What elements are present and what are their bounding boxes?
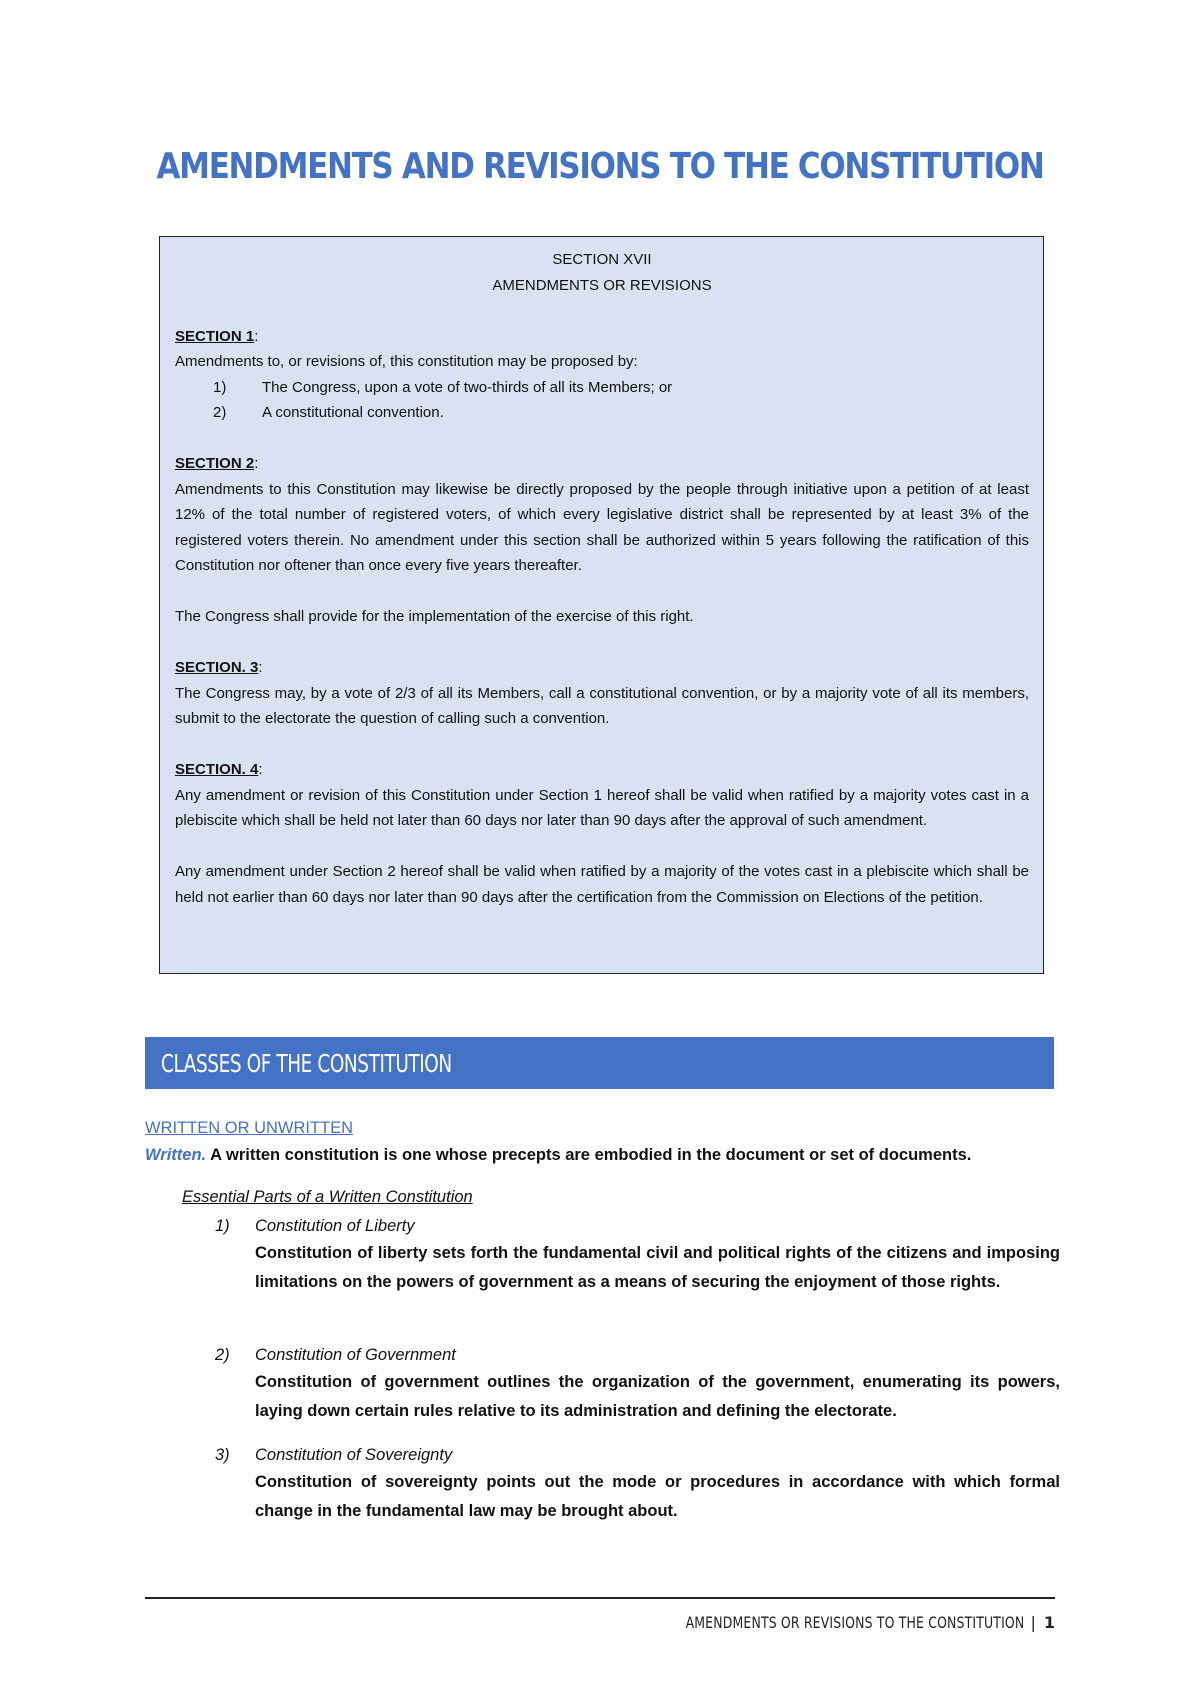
list-item [175, 375, 1029, 401]
written-definition-text: A written constitution is one whose precepts are embodied in the document or set of documents. [210, 1146, 972, 1164]
part-title-row [215, 1217, 1060, 1236]
section3-paragraph1: The Congress may, by a vote of 2/3 of all its Members, call a constitutional convention, or by a majority vote of all its members, submit to the electorate the question of calling such a convention. [175, 684, 1029, 727]
part-number: 3) [215, 1446, 230, 1464]
section1-label: SECTION 1 [175, 327, 255, 345]
part-title: Constitution of Liberty [255, 1217, 415, 1235]
section3-heading [175, 655, 1029, 681]
section4-paragraph1: Any amendment or revision of this Constitution under Section 1 hereof shall be valid when ratified by a majority votes cast in a plebiscite which shall be held not later than 60 days nor later than 90 days after the approval of such amendment. [175, 786, 1029, 829]
written-or-unwritten-heading: WRITTEN OR UNWRITTEN [145, 1119, 354, 1137]
section4-heading [175, 757, 1029, 783]
list-number: 2) [213, 404, 227, 421]
section4-paragraph2: Any amendment under Section 2 hereof shall be valid when ratified by a majority of the votes cast in a plebiscite which shall be held not earlier than 60 days nor later than 90 days after the certification from the Commission on Elections of the petition. [175, 863, 1029, 906]
written-definition [145, 1146, 1065, 1165]
section1-intro: Amendments to, or revisions of, this constitution may be proposed by: [175, 353, 638, 370]
section-xvii-box [159, 236, 1044, 974]
footer-divider [145, 1597, 1055, 1599]
section2-colon: : [254, 455, 259, 472]
list-item [215, 1217, 1060, 1296]
part-number: 1) [215, 1217, 230, 1235]
page-title: AMENDMENTS AND REVISIONS TO THE CONSTITUTION [156, 146, 1044, 187]
list-text: The Congress, upon a vote of two-thirds of all its Members; or [262, 378, 673, 396]
section1-colon: : [254, 327, 259, 345]
box-heading-line1: SECTION XVII [552, 251, 652, 268]
part-title-row [215, 1446, 1060, 1465]
list-text: A constitutional convention. [262, 404, 444, 421]
part-title: Constitution of Sovereignty [255, 1446, 453, 1464]
footer-text: AMENDMENTS OR REVISIONS TO THE CONSTITUTION [685, 1613, 1025, 1632]
section1-heading [175, 324, 1029, 350]
section2-paragraph2: The Congress shall provide for the implementation of the exercise of this right. [175, 608, 694, 625]
section2-heading [175, 451, 1029, 477]
written-lead: Written. [145, 1146, 207, 1164]
section1-list [175, 375, 1029, 426]
list-item [215, 1446, 1060, 1525]
banner-title: CLASSES OF THE CONSTITUTION [161, 1048, 452, 1078]
page-footer [590, 1613, 1055, 1632]
page-number: 1 [1043, 1613, 1055, 1632]
part-number: 2) [215, 1346, 230, 1364]
classes-banner [145, 1037, 1054, 1089]
section3-colon: : [258, 659, 263, 676]
section2-paragraph1: Amendments to this Constitution may likewise be directly proposed by the people through initiative upon a petition of at least 12% of the total number of registered voters, of which every legislative district shall be represented by at least 3% of the registered voters therein. No amendment under this section shall be authorized within 5 years following the ratification of this Constitution nor oftener than once every five years thereafter. [175, 480, 1029, 574]
section3-label: SECTION. 3 [175, 659, 259, 676]
part-description: Constitution of government outlines the organization of the government, enumerating its powers, laying down certain rules relative to its administration and defining the electorate. [255, 1373, 1060, 1420]
part-title: Constitution of Government [255, 1346, 456, 1364]
part-description: Constitution of liberty sets forth the fundamental civil and political rights of the citizens and imposing limitations on the powers of government as a means of securing the enjoyment of those rights. [255, 1244, 1060, 1291]
part-description: Constitution of sovereignty points out the mode or procedures in accordance with which formal change in the fundamental law may be brought about. [255, 1473, 1060, 1520]
part-title-row [215, 1346, 1060, 1365]
list-number: 1) [213, 378, 227, 396]
essential-parts-heading: Essential Parts of a Written Constitution [182, 1188, 473, 1206]
footer-separator: | [1030, 1613, 1036, 1632]
section2-label: SECTION 2 [175, 455, 255, 472]
section4-colon: : [258, 761, 263, 778]
box-heading-line2: AMENDMENTS OR REVISIONS [492, 276, 712, 294]
list-item [175, 400, 1029, 426]
section4-label: SECTION. 4 [175, 761, 259, 778]
list-item [215, 1346, 1060, 1425]
